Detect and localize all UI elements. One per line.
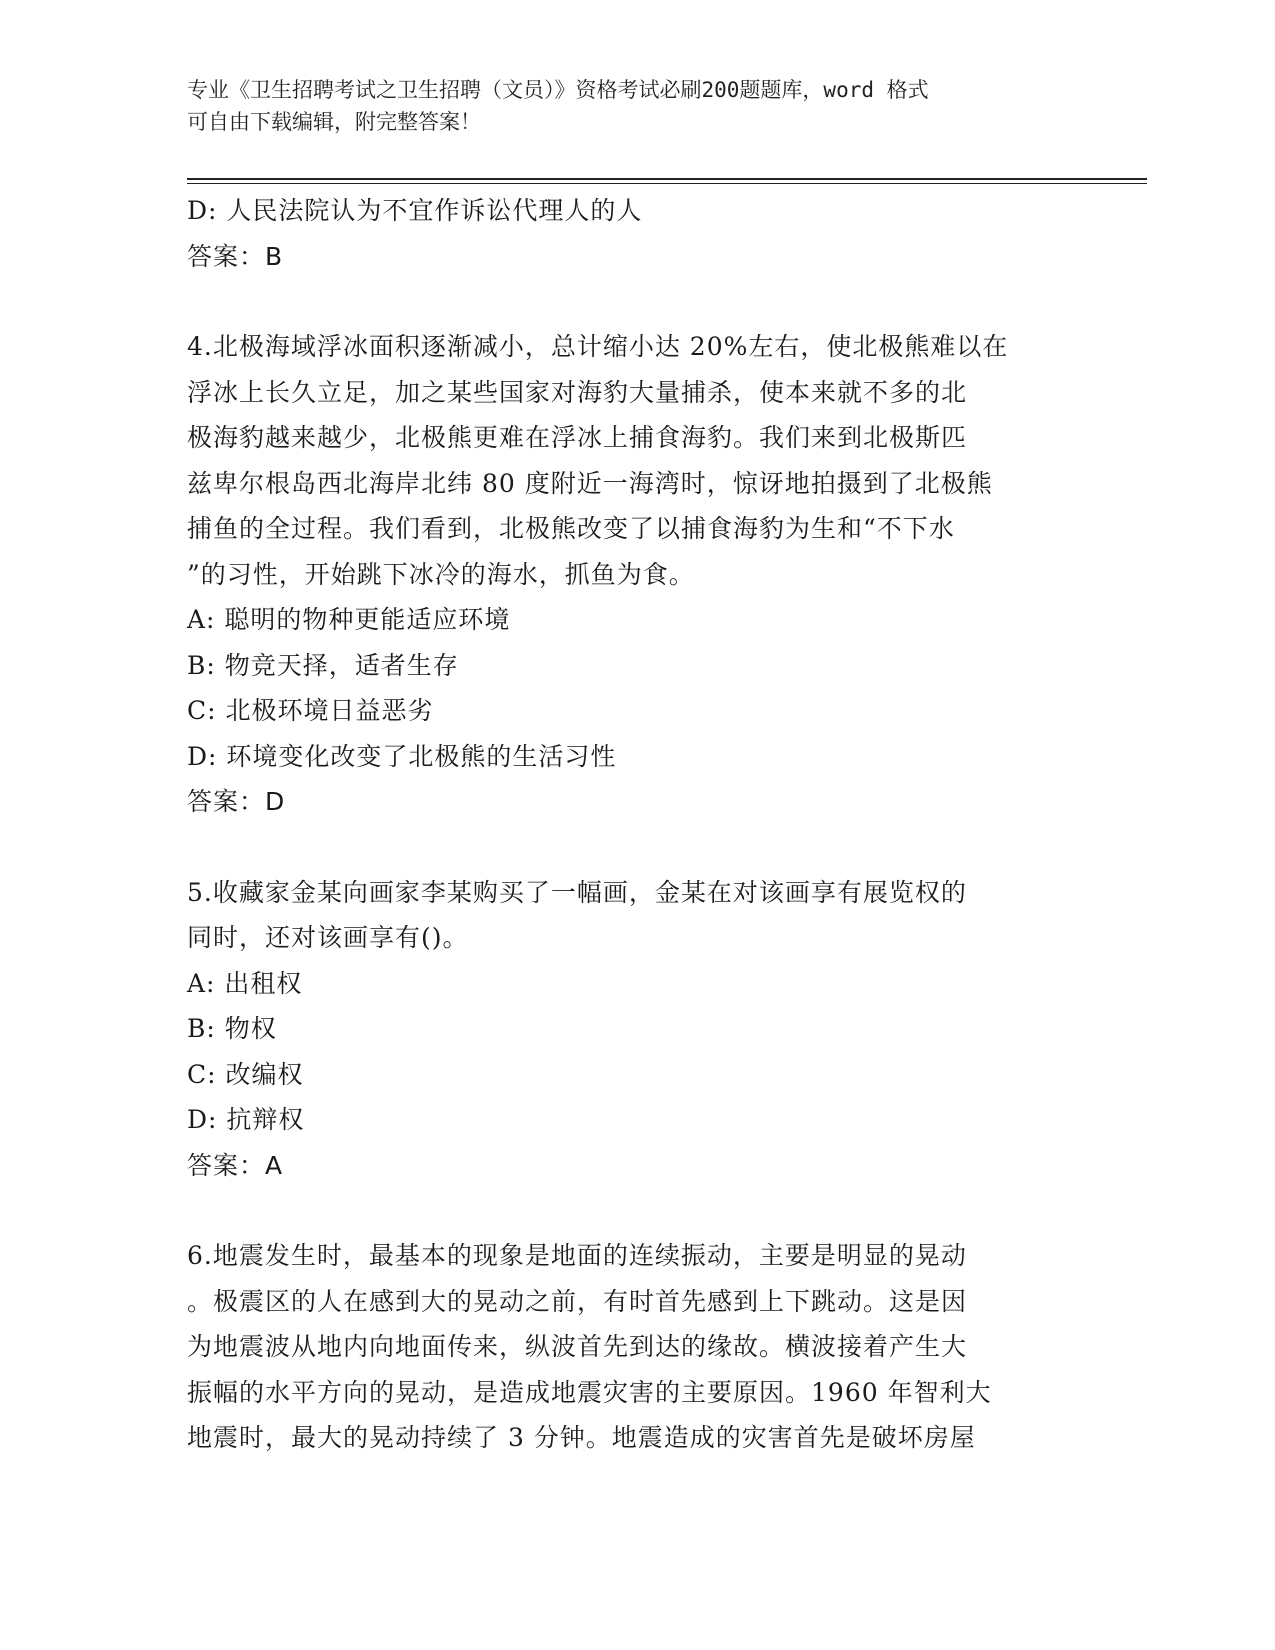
question-5	[187, 870, 1087, 1189]
question-text-line: 6.地震发生时，最基本的现象是地面的连续振动，主要是明显的晃动	[187, 1241, 967, 1270]
header-divider-thick	[187, 178, 1147, 180]
question-text-line: 。极震区的人在感到大的晃动之前，有时首先感到上下跳动。这是因	[187, 1286, 968, 1316]
question-text-line: 地震时，最大的晃动持续了 3 分钟。地震造成的灾害首先是破坏房屋	[187, 1423, 976, 1452]
question-3-tail	[187, 188, 1087, 279]
option-d: D: 环境变化改变了北极熊的生活习性	[187, 741, 617, 771]
option-a: A: 聪明的物种更能适应环境	[187, 605, 511, 634]
spacer	[187, 1188, 1087, 1233]
option-a: A: 出租权	[187, 968, 303, 998]
question-6	[187, 1233, 1087, 1461]
question-text-line: 兹卑尔根岛西北海岸北纬 80 度附近一海湾时，惊讶地拍摄到了北极熊	[187, 468, 993, 498]
question-text-line: 4.北极海域浮冰面积逐渐减小，总计缩小达 20%左右，使北极熊难以在	[187, 332, 1009, 361]
document-header	[187, 74, 1067, 138]
question-text-line: 浮冰上长久立足，加之某些国家对海豹大量捕杀，使本来就不多的北	[187, 377, 968, 407]
document-body	[187, 188, 1087, 1461]
answer-line: 答案：A	[187, 1150, 284, 1180]
option-d: D: 抗辩权	[187, 1105, 305, 1134]
header-divider-thin	[187, 183, 1147, 184]
question-text-line: 振幅的水平方向的晃动，是造成地震灾害的主要原因。1960 年智利大	[187, 1377, 992, 1407]
question-text-line: 捕鱼的全过程。我们看到，北极熊改变了以捕食海豹为生和“不下水	[187, 514, 955, 543]
header-line-1: 专业《卫生招聘考试之卫生招聘（文员）》资格考试必刷200题题库，word 格式	[187, 78, 929, 102]
question-text-line: ”的习性，开始跳下冰冷的海水，抓鱼为食。	[187, 559, 695, 589]
option-b: B: 物权	[187, 1014, 277, 1043]
option-d: D: 人民法院认为不宜作诉讼代理人的人	[187, 196, 643, 225]
option-c: C: 改编权	[187, 1059, 304, 1089]
option-c: C: 北极环境日益恶劣	[187, 696, 434, 725]
option-b: B: 物竞天择，适者生存	[187, 650, 459, 680]
answer-line: 答案：B	[187, 241, 284, 271]
question-4	[187, 324, 1087, 825]
header-line-2: 可自由下载编辑，附完整答案！	[187, 110, 481, 134]
question-text-line: 5.收藏家金某向画家李某购买了一幅画，金某在对该画享有展览权的	[187, 877, 967, 907]
spacer	[187, 825, 1087, 870]
question-text-line: 为地震波从地内向地面传来，纵波首先到达的缘故。横波接着产生大	[187, 1332, 968, 1361]
spacer	[187, 279, 1087, 324]
question-text-line: 同时，还对该画享有()。	[187, 923, 469, 952]
question-text-line: 极海豹越来越少，北极熊更难在浮冰上捕食海豹。我们来到北极斯匹	[187, 423, 968, 452]
answer-line: 答案：D	[187, 787, 286, 816]
